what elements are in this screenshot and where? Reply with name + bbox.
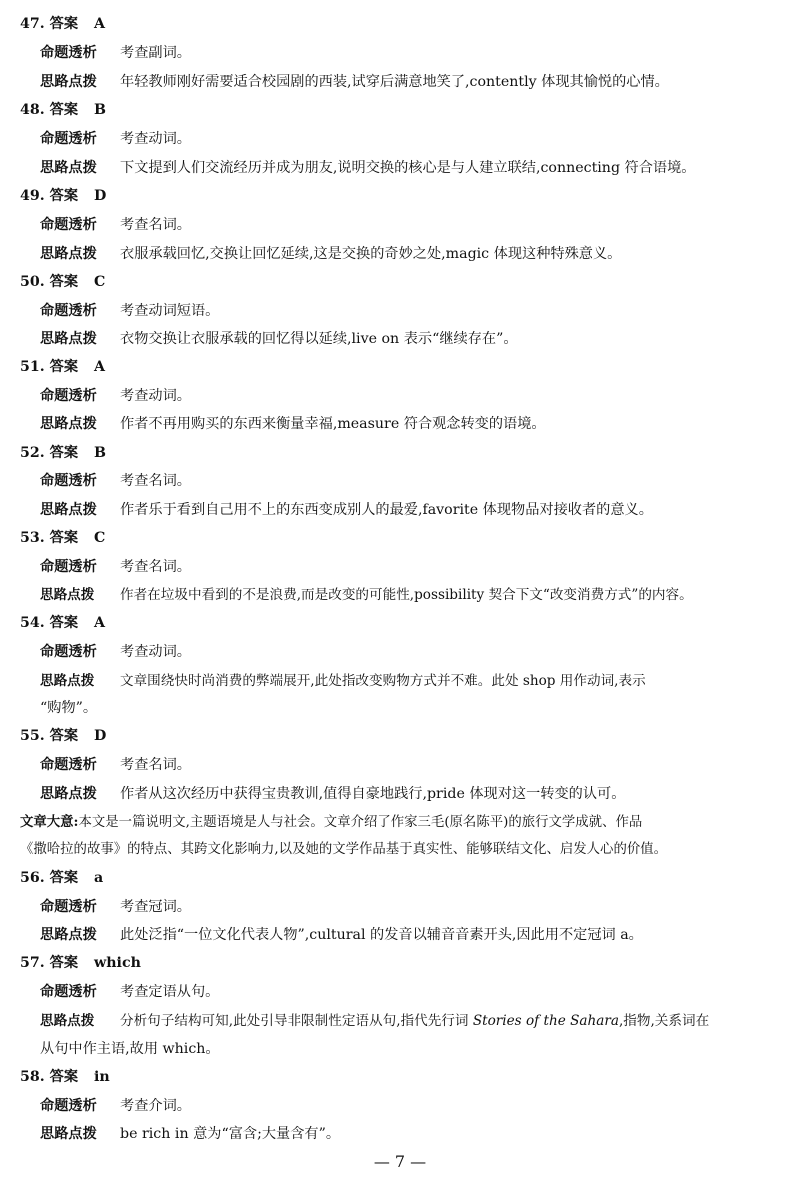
question-54-header: 54. 答案 A [20, 615, 106, 631]
question-50-analysis: 命题透析 考查动词短语。 [40, 303, 220, 319]
question-48-analysis: 命题透析 考查动词。 [40, 131, 191, 147]
page-number: — 7 — [373, 1152, 427, 1171]
article-summary-continued: 《撒哈拉的故事》的特点、其跨文化影响力,以及她的文学作品基于真实性、能够联结文化、启发人心的价值。 [20, 842, 668, 857]
answer-value: C [94, 530, 106, 546]
question-52-header: 52. 答案 B [20, 445, 107, 461]
question-54-tip-continued: “购物”。 [40, 700, 98, 716]
question-58-tip: 思路点拨 be rich in 意为“富含;大量含有”。 [40, 1126, 341, 1142]
question-47-analysis: 命题透析 考查副词。 [40, 45, 191, 61]
question-53-header: 53. 答案 C [20, 530, 106, 546]
question-55-tip: 思路点拨 作者从这次经历中获得宝贵教训,值得自豪地践行,pride 体现对这一转变的认可。 [40, 786, 626, 802]
question-48-header: 48. 答案 B [20, 102, 107, 118]
answer-value: a [94, 870, 104, 886]
book-title: Stories of the Sahara [472, 1013, 619, 1029]
question-55-analysis: 命题透析 考查名词。 [40, 757, 191, 773]
answer-value: B [94, 102, 107, 118]
question-49-header: 49. 答案 D [20, 188, 107, 204]
article-summary: 文章大意:本文是一篇说明文,主题语境是人与社会。文章介绍了作家三毛(原名陈平)的旅行文学成就、作品 [20, 814, 643, 830]
answer-value: B [94, 445, 107, 461]
question-51-tip: 思路点拨 作者不再用购买的东西来衡量幸福,measure 符合观念转变的语境。 [40, 416, 546, 432]
answer-value: which [94, 955, 141, 971]
question-56-tip: 思路点拨 此处泛指“一位文化代表人物”,cultural 的发音以辅音音素开头,因此用不定冠词 a。 [40, 927, 643, 943]
question-47-header: 47. 答案 A [20, 16, 106, 32]
question-56-header: 56. 答案 a [20, 870, 104, 886]
question-48-tip: 思路点拨 下文提到人们交流经历并成为朋友,说明交换的核心是与人建立联结,connecting 符合语境。 [40, 160, 696, 176]
question-53-analysis: 命题透析 考查名词。 [40, 559, 191, 575]
answer-value: D [94, 188, 107, 204]
answer-value: in [94, 1069, 110, 1085]
question-57-tip-continued: 从句中作主语,故用 which。 [40, 1041, 220, 1057]
question-54-analysis: 命题透析 考查动词。 [40, 644, 191, 660]
question-57-tip: 思路点拨 分析句子结构可知,此处引导非限制性定语从句,指代先行词 Stories of the Sahara,指物,关系词在 [40, 1013, 710, 1029]
question-47-tip: 思路点拨 年轻教师刚好需要适合校园剧的西装,试穿后满意地笑了,contently 体现其愉悦的心情。 [40, 74, 669, 90]
question-58-header: 58. 答案 in [20, 1069, 110, 1085]
question-52-tip: 思路点拨 作者乐于看到自己用不上的东西变成别人的最爱,favorite 体现物品对接收者的意义。 [40, 502, 653, 518]
question-57-header: 57. 答案 which [20, 955, 141, 971]
question-50-header: 50. 答案 C [20, 274, 106, 290]
question-52-analysis: 命题透析 考查名词。 [40, 473, 191, 489]
answer-value: C [94, 274, 106, 290]
question-53-tip: 思路点拨 作者在垃圾中看到的不是浪费,而是改变的可能性,possibility 契合下文“改变消费方式”的内容。 [40, 587, 693, 603]
answer-value: D [94, 728, 107, 744]
question-51-analysis: 命题透析 考查动词。 [40, 388, 191, 404]
question-55-header: 55. 答案 D [20, 728, 107, 744]
question-56-analysis: 命题透析 考查冠词。 [40, 899, 191, 915]
question-50-tip: 思路点拨 衣物交换让衣服承载的回忆得以延续,live on 表示“继续存在”。 [40, 331, 518, 347]
answer-value: A [94, 16, 106, 32]
question-49-tip: 思路点拨 衣服承载回忆,交换让回忆延续,这是交换的奇妙之处,magic 体现这种特殊意义。 [40, 246, 622, 262]
question-54-tip: 思路点拨 文章围绕快时尚消费的弊端展开,此处指改变购物方式并不难。此处 shop 用作动词,表示 [40, 673, 646, 689]
question-58-analysis: 命题透析 考查介词。 [40, 1098, 191, 1114]
answer-value: A [94, 615, 106, 631]
question-49-analysis: 命题透析 考查名词。 [40, 217, 191, 233]
question-51-header: 51. 答案 A [20, 359, 106, 375]
question-57-analysis: 命题透析 考查定语从句。 [40, 984, 220, 1000]
answer-value: A [94, 359, 106, 375]
summary-label: 文章大意: [20, 814, 79, 830]
